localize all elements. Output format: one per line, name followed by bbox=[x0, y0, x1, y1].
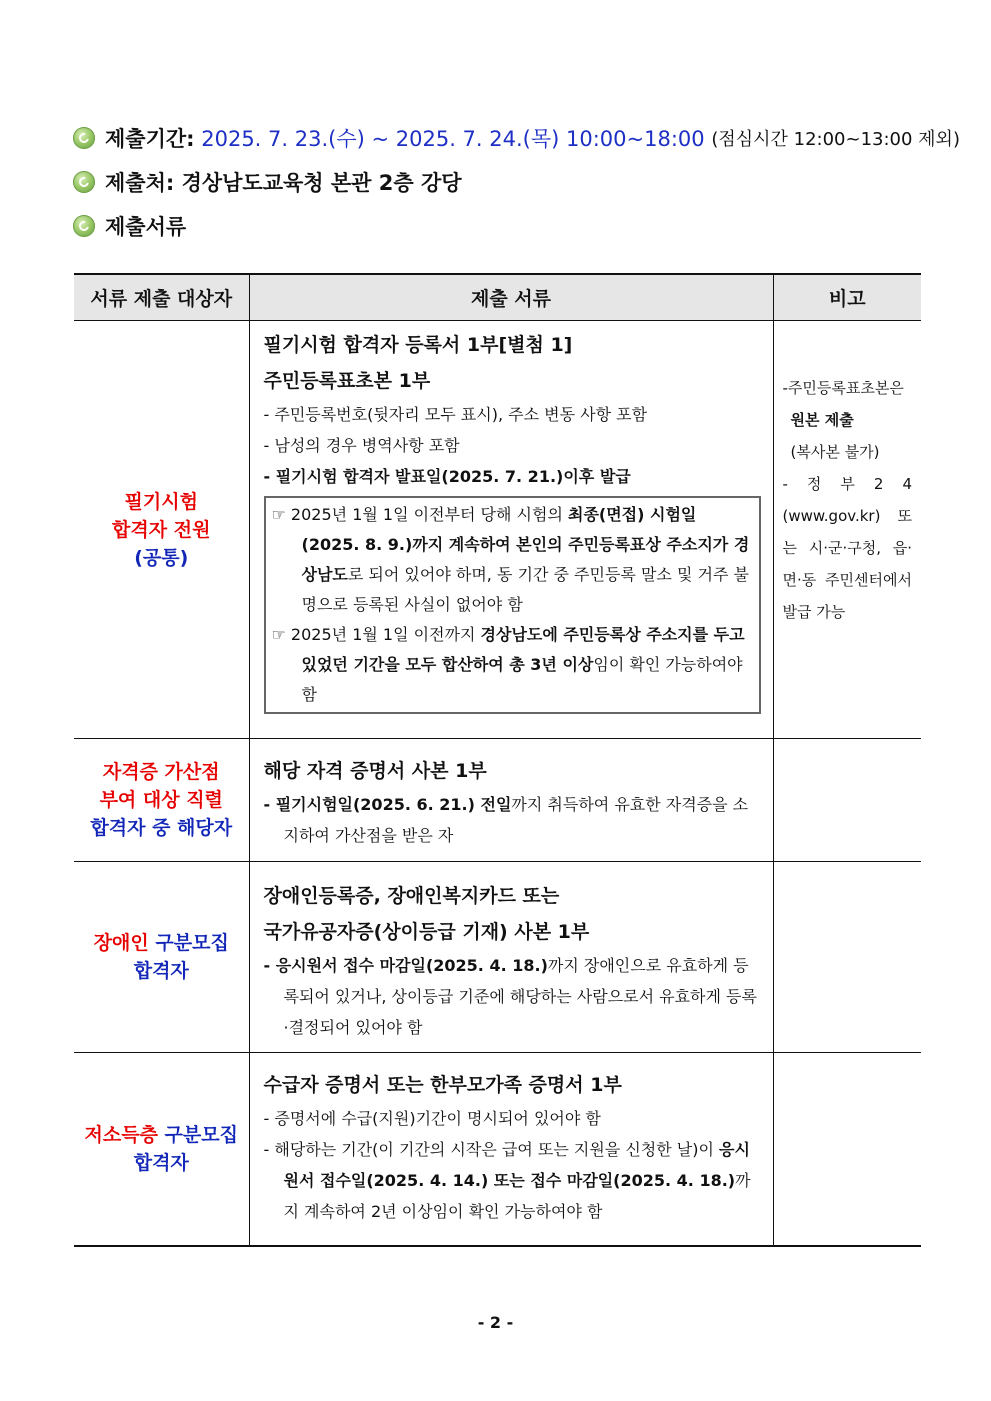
submission-period-line bbox=[73, 123, 960, 153]
remark-cell bbox=[773, 739, 921, 862]
document-title: 장애인등록증, 장애인복지카드 또는 bbox=[263, 885, 560, 907]
target-line: 부여 대상 직렬 bbox=[99, 789, 223, 811]
table-row bbox=[74, 739, 921, 862]
remark-text bbox=[775, 322, 921, 628]
target-line: 자격증 가산점 bbox=[102, 761, 220, 783]
submission-place-line bbox=[73, 167, 462, 197]
target-line: 합격자 bbox=[133, 1151, 189, 1174]
notice-box bbox=[264, 496, 761, 714]
remark-cell bbox=[773, 321, 921, 739]
period-label: 제출기간: bbox=[105, 127, 195, 151]
document-title: 필기시험 합격자 등록서 1부[별첨 1] bbox=[263, 334, 573, 356]
page-number: - 2 - bbox=[477, 1313, 514, 1332]
submission-docs-line bbox=[73, 211, 186, 241]
target-cell bbox=[74, 321, 249, 739]
document-item: - 증명서에 수급(지원)기간이 명시되어 있어야 함 bbox=[263, 1109, 601, 1128]
docs-label: 제출서류 bbox=[105, 215, 187, 239]
table-row bbox=[74, 862, 921, 1053]
documents-cell bbox=[249, 321, 773, 739]
document-item bbox=[264, 789, 761, 851]
remark-line: -주민등록표초본은 bbox=[782, 379, 904, 397]
remark-cell bbox=[773, 1053, 921, 1246]
documents-cell bbox=[249, 739, 773, 862]
target-cell bbox=[74, 862, 249, 1053]
item-emphasis: 응시원서 접수일(2025. 4. 14.) 또는 접수 마감일(2025. 4. 18.) bbox=[283, 1140, 750, 1190]
item-emphasis: - 필기시험일(2025. 6. 21.) 전일 bbox=[263, 795, 512, 814]
document-title: 국가유공자증(상이등급 기재) 사본 1부 bbox=[263, 921, 590, 943]
document-item bbox=[264, 950, 761, 1043]
note-emphasis: 최종(면접) 시험일(2025. 8. 9.)까지 계속하여 본인의 주민등록표상 주소지가 경상남도 bbox=[301, 505, 750, 584]
note-emphasis: 경상남도에 주민등록상 주소지를 두고 있었던 기간을 모두 합산하여 총 3년 이상 bbox=[301, 625, 745, 674]
table-row bbox=[74, 321, 921, 739]
documents-cell bbox=[249, 1053, 773, 1246]
item-text: 까지 계속하여 2년 이상임이 확인 가능하여야 함 bbox=[283, 1171, 751, 1221]
target-line bbox=[75, 1121, 248, 1149]
header-target: 서류 제출 대상자 bbox=[74, 274, 249, 321]
target-line: 합격자 중 해당자 bbox=[90, 817, 233, 839]
note-text: 로 되어 있어야 하며, 동 기간 중 주민등록 말소 및 거주 불명으로 등록된 사실이 없어야 함 bbox=[301, 565, 749, 614]
document-title: 주민등록표초본 1부 bbox=[263, 370, 431, 392]
place-label: 제출처: 경상남도교육청 본관 2층 강당 bbox=[105, 171, 462, 195]
target-text: 구분모집 bbox=[148, 932, 229, 954]
target-line: (공통) bbox=[134, 546, 189, 569]
period-note: (점심시간 12:00~13:00 제외) bbox=[711, 129, 960, 150]
table-row bbox=[74, 1053, 921, 1246]
note-text: ☞ 2025년 1월 1일 이전까지 bbox=[271, 625, 481, 644]
document-item: - 주민등록번호(뒷자리 모두 표시), 주소 변동 사항 포함 bbox=[263, 405, 648, 424]
remark-emphasis: 원본 제출 bbox=[790, 411, 854, 429]
document-item bbox=[264, 1134, 761, 1227]
target-line: 필기시험 bbox=[124, 490, 198, 513]
documents-table bbox=[74, 273, 921, 1247]
notice-note bbox=[272, 500, 753, 620]
target-cell bbox=[74, 1053, 249, 1246]
notice-note bbox=[272, 620, 753, 710]
target-line: 합격자 bbox=[133, 960, 189, 982]
bullet-circle-icon bbox=[73, 171, 95, 193]
bullet-circle-icon bbox=[73, 215, 95, 237]
document-item: - 필기시험 합격자 발표일(2025. 7. 21.)이후 발급 bbox=[263, 467, 631, 486]
table-header-row bbox=[74, 274, 921, 321]
bullet-circle-icon bbox=[73, 127, 95, 149]
note-text: 임이 확인 가능하여야 함 bbox=[301, 655, 743, 704]
note-text: ☞ 2025년 1월 1일 이전부터 당해 시험의 bbox=[271, 505, 568, 524]
remark-line: - 정 부 2 4 (www.gov.kr) 또는 시·군·구청, 읍·면·동 주민센터에서 발급 가능 bbox=[782, 475, 912, 621]
item-text: 까지 취득하여 유효한 자격증을 소지하여 가산점을 받은 자 bbox=[283, 795, 749, 845]
document-title: 수급자 증명서 또는 한부모가족 증명서 1부 bbox=[263, 1074, 622, 1096]
remark-line: (복사본 불가) bbox=[790, 443, 880, 461]
item-emphasis: - 응시원서 접수 마감일(2025. 4. 18.) bbox=[263, 956, 548, 975]
documents-cell bbox=[249, 862, 773, 1053]
target-emphasis: 장애인 bbox=[93, 932, 149, 954]
remark-cell bbox=[773, 862, 921, 1053]
target-cell bbox=[74, 739, 249, 862]
header-remark: 비고 bbox=[773, 274, 921, 321]
period-dates: 2025. 7. 23.(수) ~ 2025. 7. 24.(목) 10:00~18:00 bbox=[201, 127, 705, 151]
item-text: 까지 장애인으로 유효하게 등록되어 있거나, 상이등급 기준에 해당하는 사람으로서 유효하게 등록·결정되어 있어야 함 bbox=[283, 956, 757, 1037]
document-title: 해당 자격 증명서 사본 1부 bbox=[263, 760, 487, 782]
item-text: - 해당하는 기간(이 기간의 시작은 급여 또는 지원을 신청한 날)이 bbox=[263, 1140, 720, 1159]
target-text: 구분모집 bbox=[157, 1123, 238, 1146]
header-documents: 제출 서류 bbox=[249, 274, 773, 321]
target-emphasis: 저소득층 bbox=[84, 1123, 158, 1146]
target-line bbox=[75, 929, 248, 957]
target-line: 합격자 전원 bbox=[112, 518, 211, 541]
document-item: - 남성의 경우 병역사항 포함 bbox=[263, 436, 460, 455]
